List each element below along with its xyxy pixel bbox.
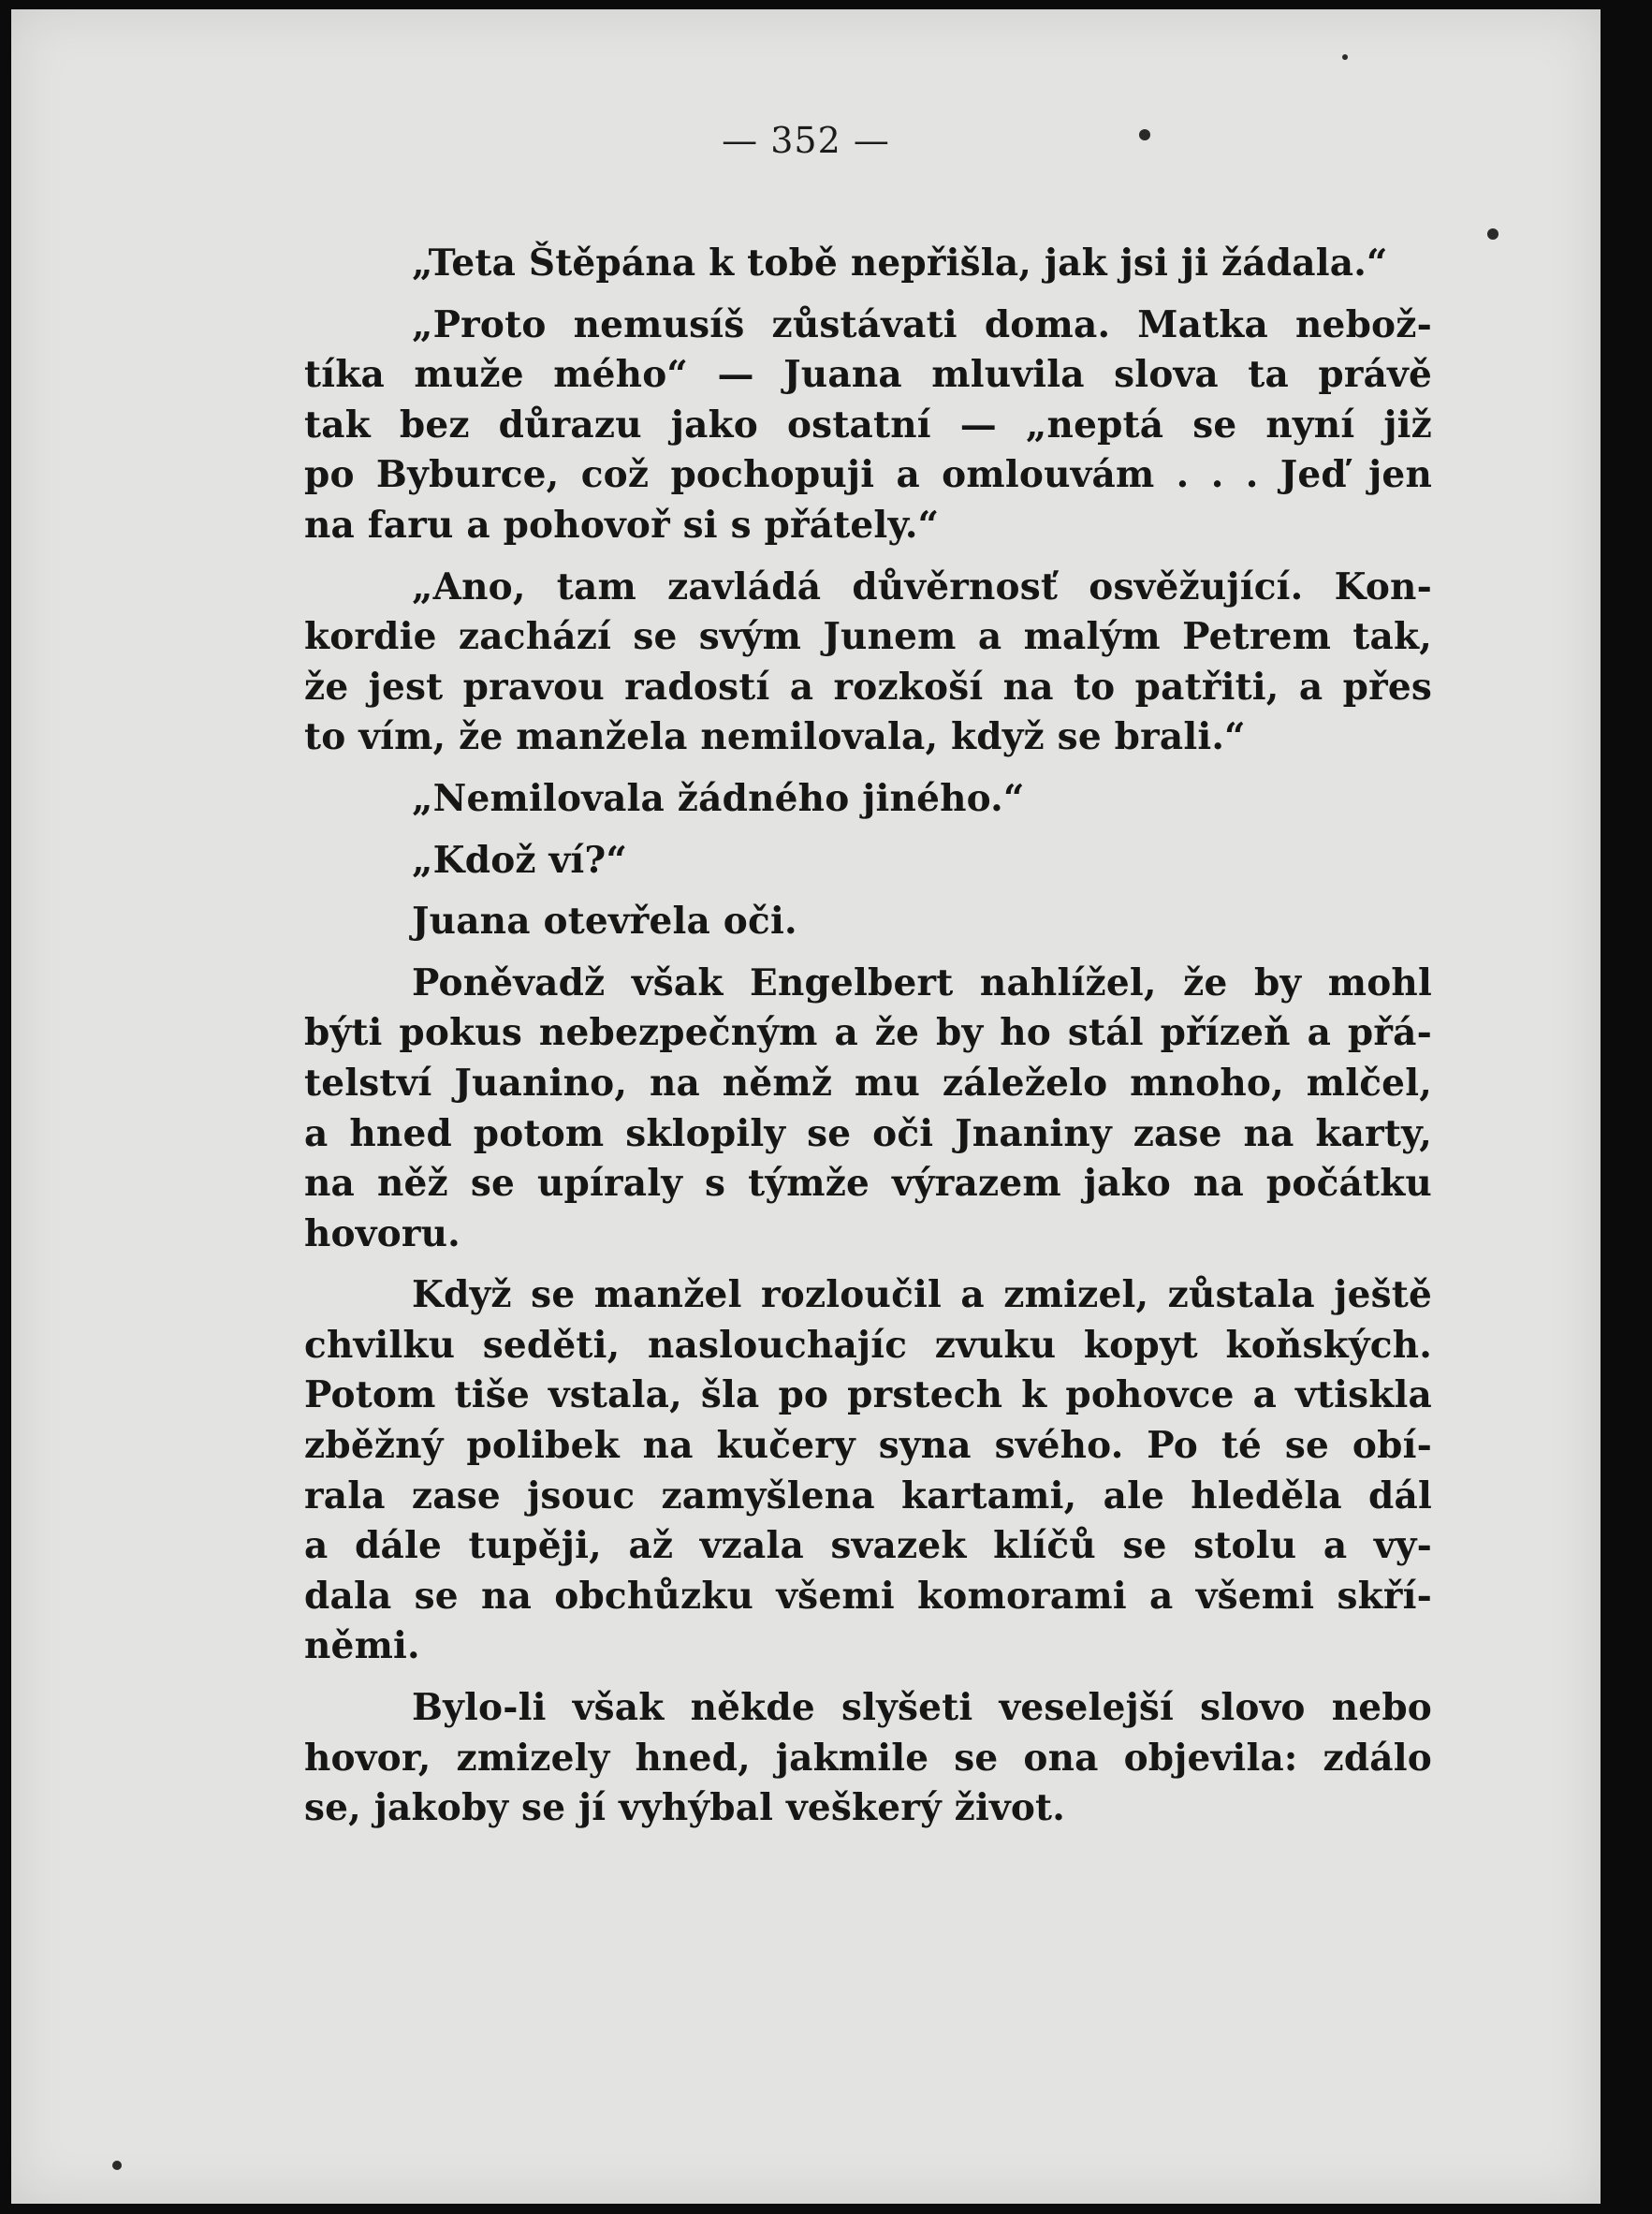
text-line: hovor, zmizely hned, jakmile se ona objevila: zdálo xyxy=(304,1736,1432,1780)
text-line: zběžný polibek na kučery syna svého. Po té se obí- xyxy=(304,1424,1432,1468)
text-line: „Proto nemusíš zůstávati doma. Matka nebož- xyxy=(412,302,1432,346)
text-line: Potom tiše vstala, šla po prstech k pohovce a vtiskla xyxy=(304,1373,1432,1417)
paragraph xyxy=(304,301,1432,551)
text-line: „Teta Štěpána k tobě nepřišla, jak jsi ji žádala.“ xyxy=(412,242,1388,285)
text-line: to vím, že manžela nemilovala, když se brali.“ xyxy=(304,715,1246,759)
text-line: Když se manžel rozloučil a zmizel, zůstala ještě xyxy=(412,1273,1432,1317)
text-line: na něž se upíraly s týmže výrazem jako na počátku xyxy=(304,1162,1432,1206)
text-line: se, jakoby se jí vyhýbal veškerý život. xyxy=(304,1786,1066,1830)
text-line: „Kdož ví?“ xyxy=(412,838,628,882)
text-line: telství Juanino, na němž mu záleželo mnoho, mlčel, xyxy=(304,1061,1432,1105)
paragraph xyxy=(304,959,1432,1260)
paragraph xyxy=(304,897,1432,947)
text-line: a hned potom sklopily se oči Jnaniny zase na karty, xyxy=(304,1111,1432,1155)
text-line: němi. xyxy=(304,1624,420,1668)
text-line: býti pokus nebezpečným a že by ho stál přízeň a přá- xyxy=(304,1011,1432,1055)
text-line: dala se na obchůzku všemi komorami a všemi skří- xyxy=(304,1574,1432,1618)
text-line: že jest pravou radostí a rozkoší na to patřiti, a přes xyxy=(304,665,1432,709)
print-speck xyxy=(1487,228,1498,240)
print-speck xyxy=(1139,129,1150,140)
paragraph xyxy=(304,1683,1432,1834)
text-line: Poněvadž však Engelbert nahlížel, že by mohl xyxy=(412,960,1432,1004)
paragraph xyxy=(304,239,1432,289)
text-line: na faru a pohovoř si s přátely.“ xyxy=(304,503,940,547)
text-line: „Nemilovala žádného jiného.“ xyxy=(412,776,1025,820)
text-line: „Ano, tam zavládá důvěrnosť osvěžující. Kon- xyxy=(412,564,1432,608)
text-line: kordie zachází se svým Junem a malým Petrem tak, xyxy=(304,615,1432,659)
paragraph xyxy=(304,1270,1432,1672)
text-line: rala zase jsouc zamyšlena kartami, ale hleděla dál xyxy=(304,1474,1432,1518)
paragraph xyxy=(304,774,1432,825)
text-line: po Byburce, což pochopuji a omlouvám . . . Jeď jen xyxy=(304,453,1432,497)
print-speck xyxy=(112,2161,122,2170)
book-page xyxy=(11,9,1601,2204)
paragraph xyxy=(304,563,1432,763)
text-line: Bylo-li však někde slyšeti veselejší slovo nebo xyxy=(412,1686,1432,1730)
text-line: chvilku seděti, naslouchajíc zvuku kopyt koňských. xyxy=(304,1323,1432,1367)
print-speck xyxy=(1342,54,1348,60)
text-line: a dále tupěji, až vzala svazek klíčů se stolu a vy- xyxy=(304,1524,1432,1568)
text-line: tak bez důrazu jako ostatní — „neptá se nyní již xyxy=(304,403,1432,447)
page-body-text xyxy=(304,239,1432,1845)
page-number: — 352 — xyxy=(722,120,890,161)
text-line: tíka muže mého“ — Juana mluvila slova ta právě xyxy=(304,353,1432,397)
text-line: Juana otevřela oči. xyxy=(412,900,797,944)
paragraph xyxy=(304,836,1432,887)
text-line: hovoru. xyxy=(304,1211,461,1255)
